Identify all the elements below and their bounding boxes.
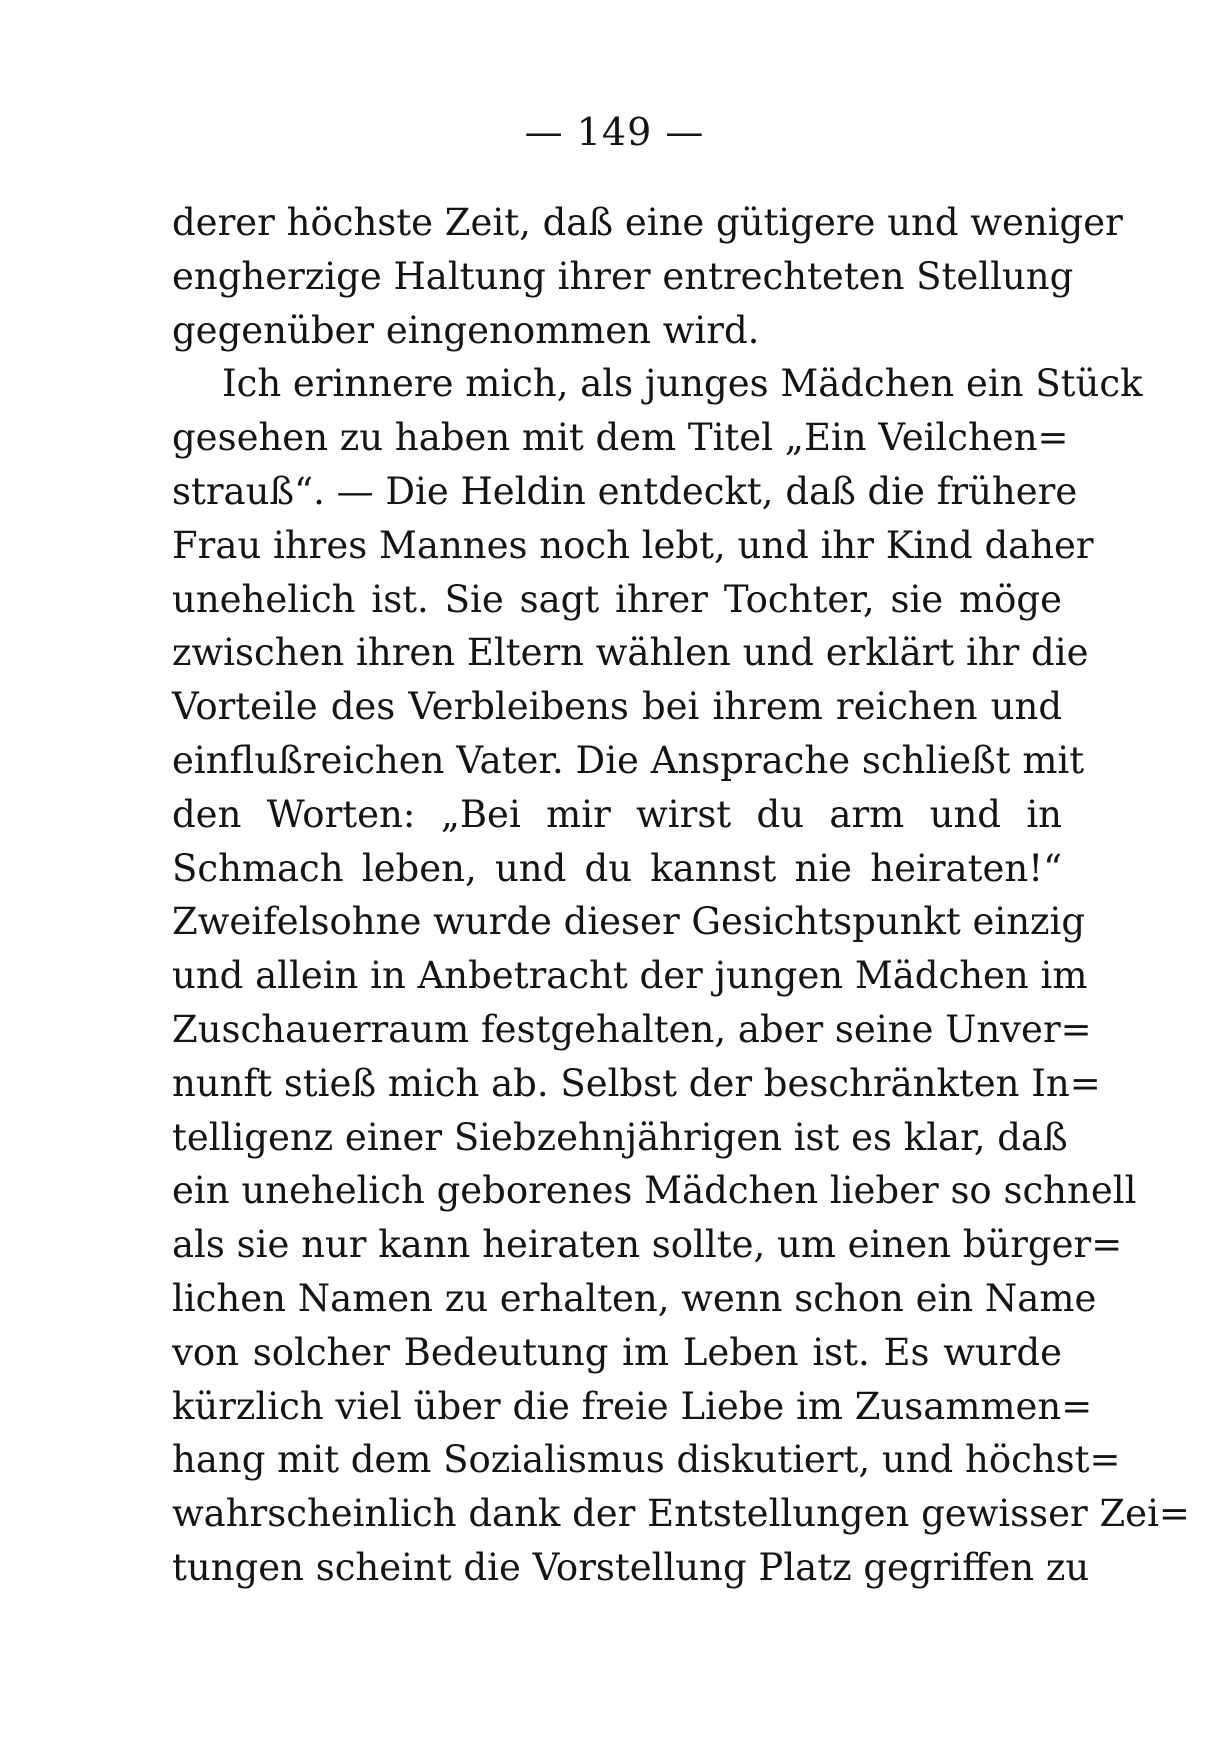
text-line: von solcher Bedeutung im Leben ist. Es wurde	[172, 1330, 1062, 1374]
text-line: wahrscheinlich dank der Entstellungen gewisser Zei=	[172, 1492, 1190, 1536]
text-line: telligenz einer Siebzehnjährigen ist es klar, daß	[172, 1115, 1068, 1159]
text-line: einflußreichen Vater. Die Ansprache schließt mit	[172, 738, 1085, 782]
text-line: tungen scheint die Vorstellung Platz gegriffen zu	[172, 1545, 1090, 1589]
text-line: engherzige Haltung ihrer entrechteten Stellung	[172, 254, 1074, 298]
paragraph-start-line: Ich erinnere mich, als junges Mädchen ein Stück	[222, 362, 1143, 406]
text-line: gesehen zu haben mit dem Titel „Ein Veilchen=	[172, 416, 1069, 460]
text-line: ein unehelich geborenes Mädchen lieber so schnell	[172, 1169, 1137, 1213]
text-line: als sie nur kann heiraten sollte, um einen bürger=	[172, 1223, 1123, 1267]
text-line: und allein in Anbetracht der jungen Mädchen im	[172, 954, 1088, 998]
text-line: kürzlich viel über die freie Liebe im Zusammen=	[172, 1384, 1093, 1428]
text-line: strauß“. — Die Heldin entdeckt, daß die frühere	[172, 469, 1078, 513]
body-text	[172, 196, 1190, 1595]
text-line: Schmach leben, und du kannst nie heiraten!“	[172, 846, 1062, 890]
page-number: — 149 —	[524, 110, 705, 154]
text-line: unehelich ist. Sie sagt ihrer Tochter, sie möge	[172, 577, 1062, 621]
text-line: Vorteile des Verbleibens bei ihrem reichen und	[172, 685, 1062, 729]
text-line: lichen Namen zu erhalten, wenn schon ein Name	[172, 1276, 1097, 1320]
text-line: Zweifelsohne wurde dieser Gesichtspunkt einzig	[172, 900, 1086, 944]
text-line: den Worten: „Bei mir wirst du arm und in	[172, 792, 1062, 836]
text-line: nunft stieß mich ab. Selbst der beschränkten In=	[172, 1061, 1101, 1105]
text-line: derer höchste Zeit, daß eine gütigere und weniger	[172, 201, 1123, 244]
text-line: zwischen ihren Eltern wählen und erklärt ihr die	[172, 631, 1089, 675]
text-line: Frau ihres Mannes noch lebt, und ihr Kind daher	[172, 523, 1094, 567]
text-line: hang mit dem Sozialismus diskutiert, und höchst=	[172, 1438, 1121, 1482]
text-line: gegenüber eingenommen wird.	[172, 308, 760, 352]
text-line: Zuschauerraum festgehalten, aber seine Unver=	[172, 1007, 1092, 1051]
